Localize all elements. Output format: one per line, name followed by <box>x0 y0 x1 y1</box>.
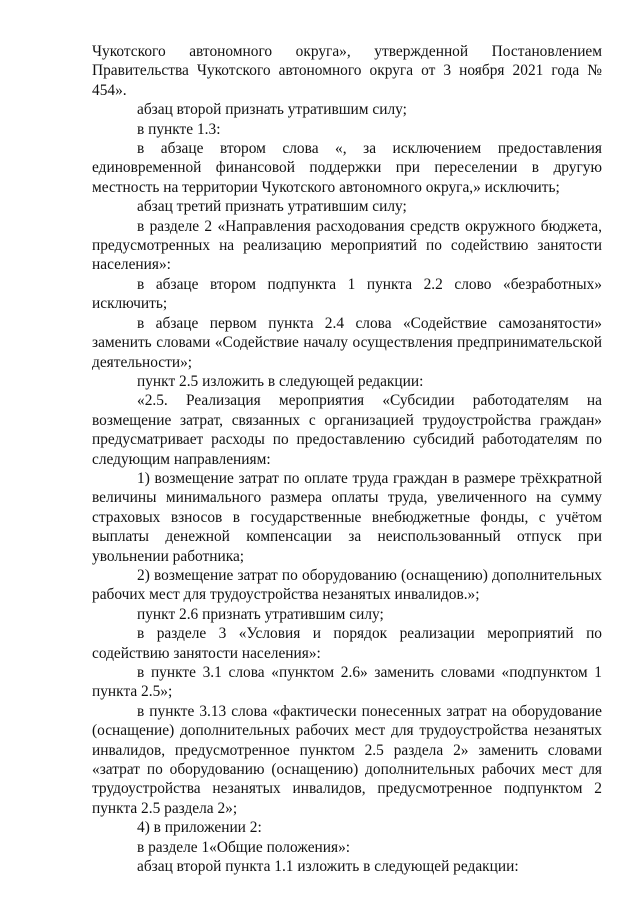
paragraph-17: 4) в приложении 2: <box>137 819 262 837</box>
document-body <box>92 42 602 876</box>
paragraph-5: абзац третий признать утратившим силу; <box>137 198 407 216</box>
paragraph-14: в разделе 3 «Условия и порядок реализации мероприятий по содействию занятости населения»: <box>92 625 602 662</box>
paragraph-2: абзац второй признать утратившим силу; <box>137 101 407 119</box>
paragraph-1: Чукотского автономного округа», утвержденной Постановлением Правительства Чукотского автономного округа от 3 ноября 2021 года № 454». <box>92 43 602 99</box>
paragraph-18: в разделе 1«Общие положения»: <box>137 838 351 856</box>
paragraph-4: в абзаце втором слова «, за исключением предоставления единовременной финансовой поддержки при переселении в другую местность на территории Чукотского автономного округа,» исключить; <box>92 140 602 196</box>
paragraph-10: «2.5. Реализация мероприятия «Субсидии работодателям на возмещение затрат, связанных с организацией трудоустройства граждан» предусматривает расходы по предоставлению субсидий работодателям по следующим направлениям: <box>92 392 602 468</box>
paragraph-9: пункт 2.5 изложить в следующей редакции: <box>137 372 424 390</box>
paragraph-11: 1) возмещение затрат по оплате труда граждан в размере трёхкратной величины минимального размера оплаты труда, увеличенного на сумму страховых взносов в государственные внебюджетные фонды, с учётом выплаты денежной компенсации за неиспользованный отпуск при увольнении работника; <box>92 469 602 565</box>
paragraph-8: в абзаце первом пункта 2.4 слова «Содействие самозанятости» заменить словами «Содействие началу осуществления предпринимательской деятельности»; <box>92 314 602 371</box>
paragraph-13: пункт 2.6 признать утратившим силу; <box>137 605 384 623</box>
paragraph-12: 2) возмещение затрат по оборудованию (оснащению) дополнительных рабочих мест для трудоустройства незанятых инвалидов.»; <box>92 566 602 604</box>
paragraph-7: в абзаце втором подпункта 1 пункта 2.2 слово «безработных» исключить; <box>92 275 602 313</box>
paragraph-15: в пункте 3.1 слова «пунктом 2.6» заменить словами «подпунктом 1 пункта 2.5»; <box>92 664 602 701</box>
paragraph-3: в пункте 1.3: <box>137 120 221 138</box>
paragraph-19: абзац второй пункта 1.1 изложить в следующей редакции: <box>137 858 519 876</box>
paragraph-6: в разделе 2 «Направления расходования средств окружного бюджета, предусмотренных на реализацию мероприятий по содействию занятости населения»: <box>92 217 602 274</box>
paragraph-16: в пункте 3.13 слова «фактически понесенных затрат на оборудование (оснащение) дополнительных рабочих мест для трудоустройства незанятых инвалидов, предусмотренное пунктом 2.5 раздела 2» заменить словами «затрат по оборудованию (оснащению) дополнительных рабочих мест для трудоустройства незанятых инвалидов, предусмотренное подпунктом 2 пункта 2.5 раздела 2»; <box>92 702 602 817</box>
